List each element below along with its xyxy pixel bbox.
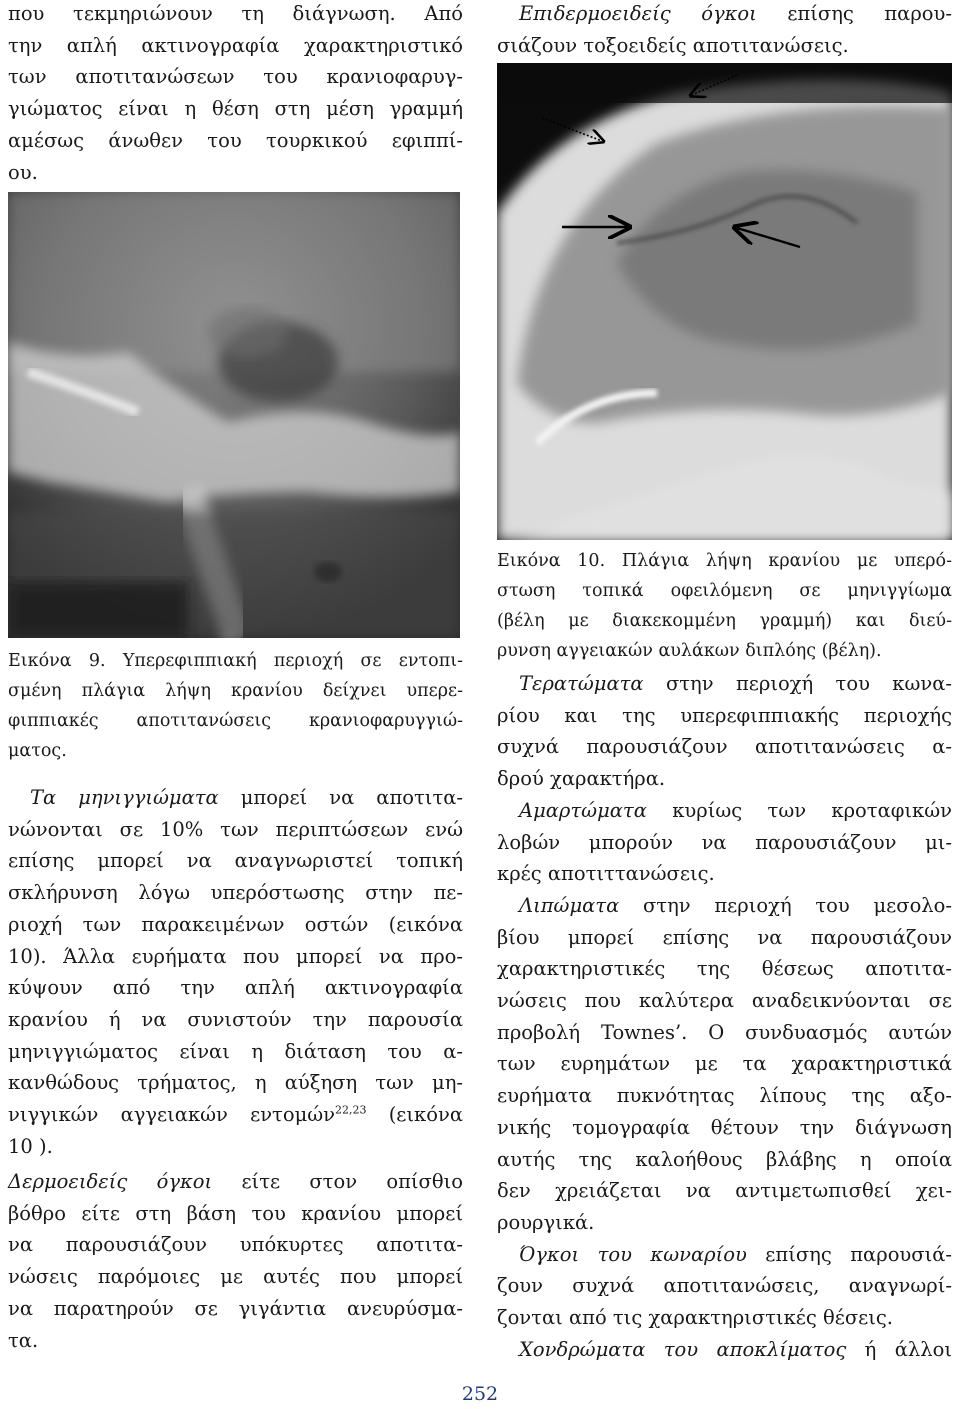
lipoma-paragraph	[497, 890, 952, 1239]
caption-line: σμένη πλάγια λήψη κρανίου δείχνει υπερε-	[8, 681, 463, 701]
term-teratoma: Τερατώματα	[519, 672, 644, 695]
text-line: αυτής της καλοήθους βλάβης η οποία	[497, 1147, 952, 1171]
right-body-text	[497, 668, 952, 1365]
text-line: δεν χρειάζεται να αντιμετωπισθεί χει-	[497, 1179, 952, 1203]
text-line: κύψουν από την απλή ακτινογραφία	[8, 976, 463, 1000]
term-pineal-tumors: Όγκοι του κωναρίου	[519, 1242, 747, 1266]
figure-10-caption	[497, 546, 952, 666]
caption-line: στωση τοπικά οφειλόμενη σε μηνιγγίωμα	[497, 581, 952, 601]
text-line: προβολή Townes’. Ο συνδυασμός αυτών	[497, 1020, 952, 1044]
text-line: νώσεις που καλύτερα αναδεικνύονται σε	[497, 989, 952, 1013]
meningioma-paragraph	[8, 782, 463, 1162]
text-line: ζονται από τις χαρακτηριστικές θέσεις.	[497, 1306, 893, 1330]
text-line: Τερατώματα στην περιοχή του κωνα-	[519, 672, 952, 695]
hamartoma-paragraph	[497, 795, 952, 890]
text-line: κρές αποτιττανώσεις.	[497, 862, 715, 886]
text-line: ρουργικά.	[497, 1210, 595, 1234]
term-lipoma: Λιπώματα	[519, 893, 620, 917]
text-line: ριοχή των παρακειμένων οστών (εικόνα	[8, 912, 463, 936]
figure-9-caption	[8, 646, 463, 766]
text-line: μηνιγγιώματος είναι η διάταση του α-	[8, 1039, 463, 1063]
left-intro-paragraph	[8, 0, 463, 188]
text-line: ου.	[8, 160, 38, 184]
text-line: 10 ).	[8, 1134, 53, 1158]
figure-10-xray-image	[497, 63, 952, 540]
text-line: νιγγικών αγγειακών εντομών$^{22,23}$ (εικόνα	[8, 1103, 463, 1127]
text-line: να παρατηρούν σε γιγάντια ανευρύσμα-	[8, 1296, 463, 1320]
text-line: των ευρημάτων με τα χαρακτηριστικά	[497, 1052, 952, 1076]
caption-line: φιππιακές αποτιτανώσεις κρανιοφαρυγγιώ-	[8, 711, 463, 731]
text-line: νικής τομογραφία θέτουν την διάγνωση	[497, 1115, 952, 1139]
text-line: ζουν συχνά αποτιτανώσεις, αναγνωρί-	[497, 1274, 952, 1298]
text-line: που τεκμηριώνουν τη διάγνωση. Από	[8, 2, 463, 25]
term-dermoid: Δερμοειδείς όγκοι	[8, 1170, 213, 1193]
caption-line: Εικόνα 9. Υπερεφιππιακή περιοχή σε εντοπι-	[8, 651, 463, 671]
text-line: τα.	[8, 1328, 39, 1352]
figure-10-xray-graphic	[497, 63, 952, 540]
figure-9-xray-graphic	[8, 192, 460, 638]
teratoma-paragraph	[497, 668, 952, 795]
right-intro	[497, 0, 952, 61]
text-line: Λιπώματα στην περιοχή του μεσολο-	[519, 893, 952, 917]
text-line: δρού χαρακτήρα.	[497, 767, 666, 791]
caption-line: Εικόνα 10. Πλάγια λήψη κρανίου με υπερό-	[497, 551, 952, 571]
caption-line: ρυνση αγγειακών αυλάκων διπλόης (βέλη).	[497, 641, 882, 661]
text-line: γιώματος είναι η θέση στη μέση γραμμή	[8, 97, 463, 121]
text-line: συχνά παρουσιάζουν αποτιτανώσεις α-	[497, 735, 952, 759]
text-line: βίου μπορεί επίσης να παρουσιάζουν	[497, 925, 952, 949]
term-meningiomas: Τα μηνιγγιώματα	[30, 786, 219, 809]
caption-line: ματος.	[8, 741, 67, 761]
text-line: χαρακτηριστικές της θέσεως αποτιτα-	[497, 957, 952, 981]
text-line: ευρήματα πυκνότητας λίπους της αξο-	[497, 1084, 952, 1108]
text-line: σκλήρυνση λόγω υπερόστωσης στην πε-	[8, 881, 463, 905]
text-line: Αμαρτώματα κυρίως των κροταφικών	[519, 798, 952, 822]
text-line: κανθώδους τρήματος, η αύξηση των μη-	[8, 1071, 463, 1095]
text-line: Δερμοειδείς όγκοι είτε στον οπίσθιο	[8, 1170, 463, 1193]
pineal-paragraph	[497, 1239, 952, 1334]
page-number: 252	[461, 1383, 499, 1405]
chondroma-paragraph	[497, 1334, 952, 1366]
left-column	[8, 0, 463, 188]
term-epidermoid: Επιδερμοειδείς όγκοι	[519, 2, 757, 25]
text-line: σιάζουν τοξοειδείς αποτιτανώσεις.	[497, 33, 849, 57]
text-line: Χονδρώματα του αποκλίματος ή άλλοι	[519, 1337, 952, 1361]
dermoid-paragraph	[8, 1166, 463, 1356]
citation-superscript: 22,23	[335, 1103, 367, 1117]
caption-line: (βέλη με διακεκομμένη γραμμή) και διεύ-	[497, 611, 952, 631]
text-line: 10). Άλλα ευρήματα που μπορεί να προ-	[8, 944, 463, 968]
text-line: να παρουσιάζουν υπόκυρτες αποτιτα-	[8, 1233, 463, 1257]
text-line: επίσης μπορεί να αναγνωριστεί τοπική	[8, 849, 463, 873]
text-line: ρίου και της υπερεφιππιακής περιοχής	[497, 703, 952, 727]
text-line: Τα μηνιγγιώματα μπορεί να αποτιτα-	[30, 786, 463, 809]
text-line: λοβών μπορούν να παρουσιάζουν μι-	[497, 830, 952, 854]
term-chondroma: Χονδρώματα του αποκλίματος	[519, 1337, 847, 1361]
text-line: νώσεις παρόμοιες με αυτές που μπορεί	[8, 1265, 463, 1289]
term-hamartoma: Αμαρτώματα	[519, 798, 647, 822]
text-line: την απλή ακτινογραφία χαρακτηριστικό	[8, 33, 463, 57]
figure-9-xray-image	[8, 192, 460, 638]
text-line: νώνονται σε 10% των περιπτώσεων ενώ	[8, 817, 463, 841]
text-line: Όγκοι του κωναρίου επίσης παρουσιά-	[519, 1242, 952, 1266]
text-line: κρανίου ή να συνιστούν την παρουσία	[8, 1007, 463, 1031]
text-line: των αποτιτανώσεων του κρανιοφαρυγ-	[8, 65, 463, 89]
text-line: αμέσως άνωθεν του τουρκικού εφιππί-	[8, 128, 463, 152]
text-line: βόθρο είτε στη βάση του κρανίου μπορεί	[8, 1201, 463, 1225]
text-line: Επιδερμοειδείς όγκοι επίσης παρου-	[519, 2, 952, 25]
